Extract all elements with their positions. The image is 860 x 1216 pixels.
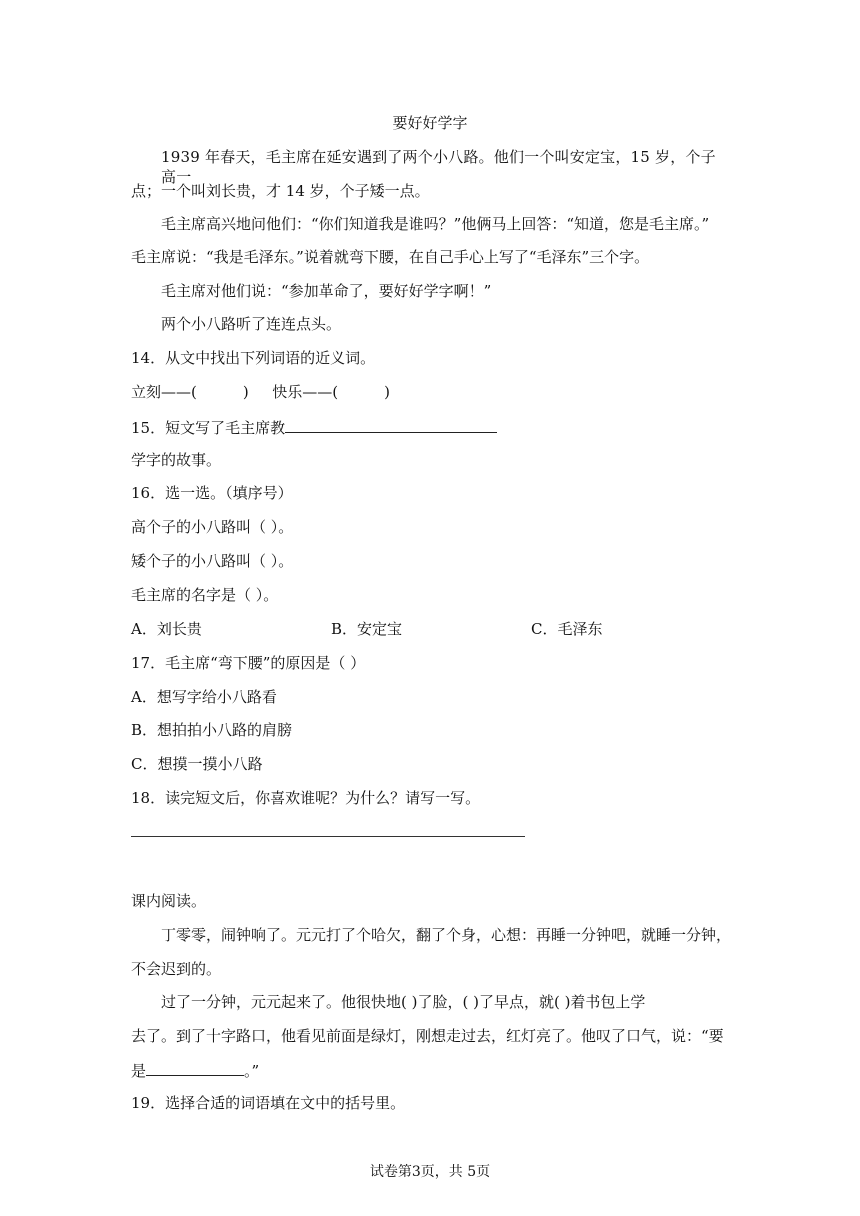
- passage-2-paragraph-1-line-2: 不会迟到的。: [131, 960, 222, 978]
- question-19-stem: 19．选择合适的词语填在文中的括号里。: [131, 1094, 406, 1112]
- question-17-stem: 17．毛主席“弯下腰”的原因是（ ）: [131, 654, 366, 672]
- q16-option-c[interactable]: C．毛泽东: [531, 620, 603, 638]
- q14-item-2-word: 快乐——(: [272, 383, 339, 401]
- question-18-stem: 18．读完短文后，你喜欢谁呢？为什么？请写一写。: [131, 789, 481, 807]
- question-15-tail: 学字的故事。: [131, 451, 222, 469]
- q14-item-2-close: ): [384, 383, 390, 401]
- question-14-stem: 14．从文中找出下列词语的近义词。: [131, 349, 376, 367]
- question-15-stem: 15．短文写了毛主席教: [131, 419, 286, 437]
- passage-title: 要好好学字: [392, 114, 468, 132]
- paragraph-2-line-1: 毛主席高兴地问他们：“你们知道我是谁吗？”他俩马上回答：“知道，您是毛主席。”: [161, 215, 710, 233]
- q16-option-a[interactable]: A．刘长贵: [131, 620, 202, 638]
- paragraph-3: 毛主席对他们说：“参加革命了，要好好学字啊！”: [161, 282, 492, 300]
- paragraph-1-line-2: 点；一个叫刘长贵，才 14 岁，个子矮一点。: [131, 182, 430, 200]
- passage-2-paragraph-2-line-1: 过了一分钟，元元起来了。他很快地( )了脸，( )了早点，就( )着书包上学: [161, 993, 646, 1011]
- paragraph-1-line-1: 1939 年春天，毛主席在延安遇到了两个小八路。他们一个叫安定宝，15 岁，个子高一: [161, 148, 716, 186]
- passage-2-paragraph-2-line-3: [131, 1059, 259, 1081]
- question-16-sub-1: 高个子的小八路叫（ ）。: [131, 518, 294, 536]
- q14-item-1-word: 立刻——(: [131, 383, 197, 401]
- passage-2-paragraph-2-line-2: 去了。到了十字路口，他看见前面是绿灯，刚想走过去，红灯亮了。他叹了口气，说：“要: [131, 1027, 724, 1045]
- q15-answer-blank[interactable]: [285, 416, 497, 433]
- q16-option-b[interactable]: B．安定宝: [331, 620, 403, 638]
- question-16-stem: 16．选一选。（填序号）: [131, 484, 293, 502]
- passage-2-line-3-end: 。”: [244, 1062, 260, 1080]
- q17-option-a[interactable]: A．想写字给小八路看: [131, 688, 277, 706]
- passage-2-paragraph-1-line-1: 丁零零，闹钟响了。元元打了个哈欠，翻了个身，心想：再睡一分钟吧，就睡一分钟，: [161, 926, 732, 944]
- passage-2-fill-blank[interactable]: [146, 1059, 244, 1076]
- question-16-sub-3: 毛主席的名字是（ ）。: [131, 586, 279, 604]
- passage-2-line-3-start: 是: [131, 1062, 147, 1080]
- question-16-sub-2: 矮个子的小八路叫（ ）。: [131, 552, 294, 570]
- q17-option-c[interactable]: C．想摸一摸小八路: [131, 755, 263, 773]
- page-footer: 试卷第3页，共 5页: [369, 1164, 491, 1180]
- question-14-items: [131, 382, 390, 402]
- paragraph-2-line-2: 毛主席说：“我是毛泽东。”说着就弯下腰，在自己手心上写了“毛泽东”三个字。: [131, 248, 650, 266]
- q14-item-1-close: ): [242, 383, 249, 401]
- q18-answer-line[interactable]: [131, 836, 525, 837]
- paragraph-4: 两个小八路听了连连点头。: [161, 315, 342, 333]
- question-15-stem-line: [131, 416, 497, 438]
- section-heading: 课内阅读。: [131, 892, 207, 910]
- q17-option-b[interactable]: B．想拍拍小八路的肩膀: [131, 721, 293, 739]
